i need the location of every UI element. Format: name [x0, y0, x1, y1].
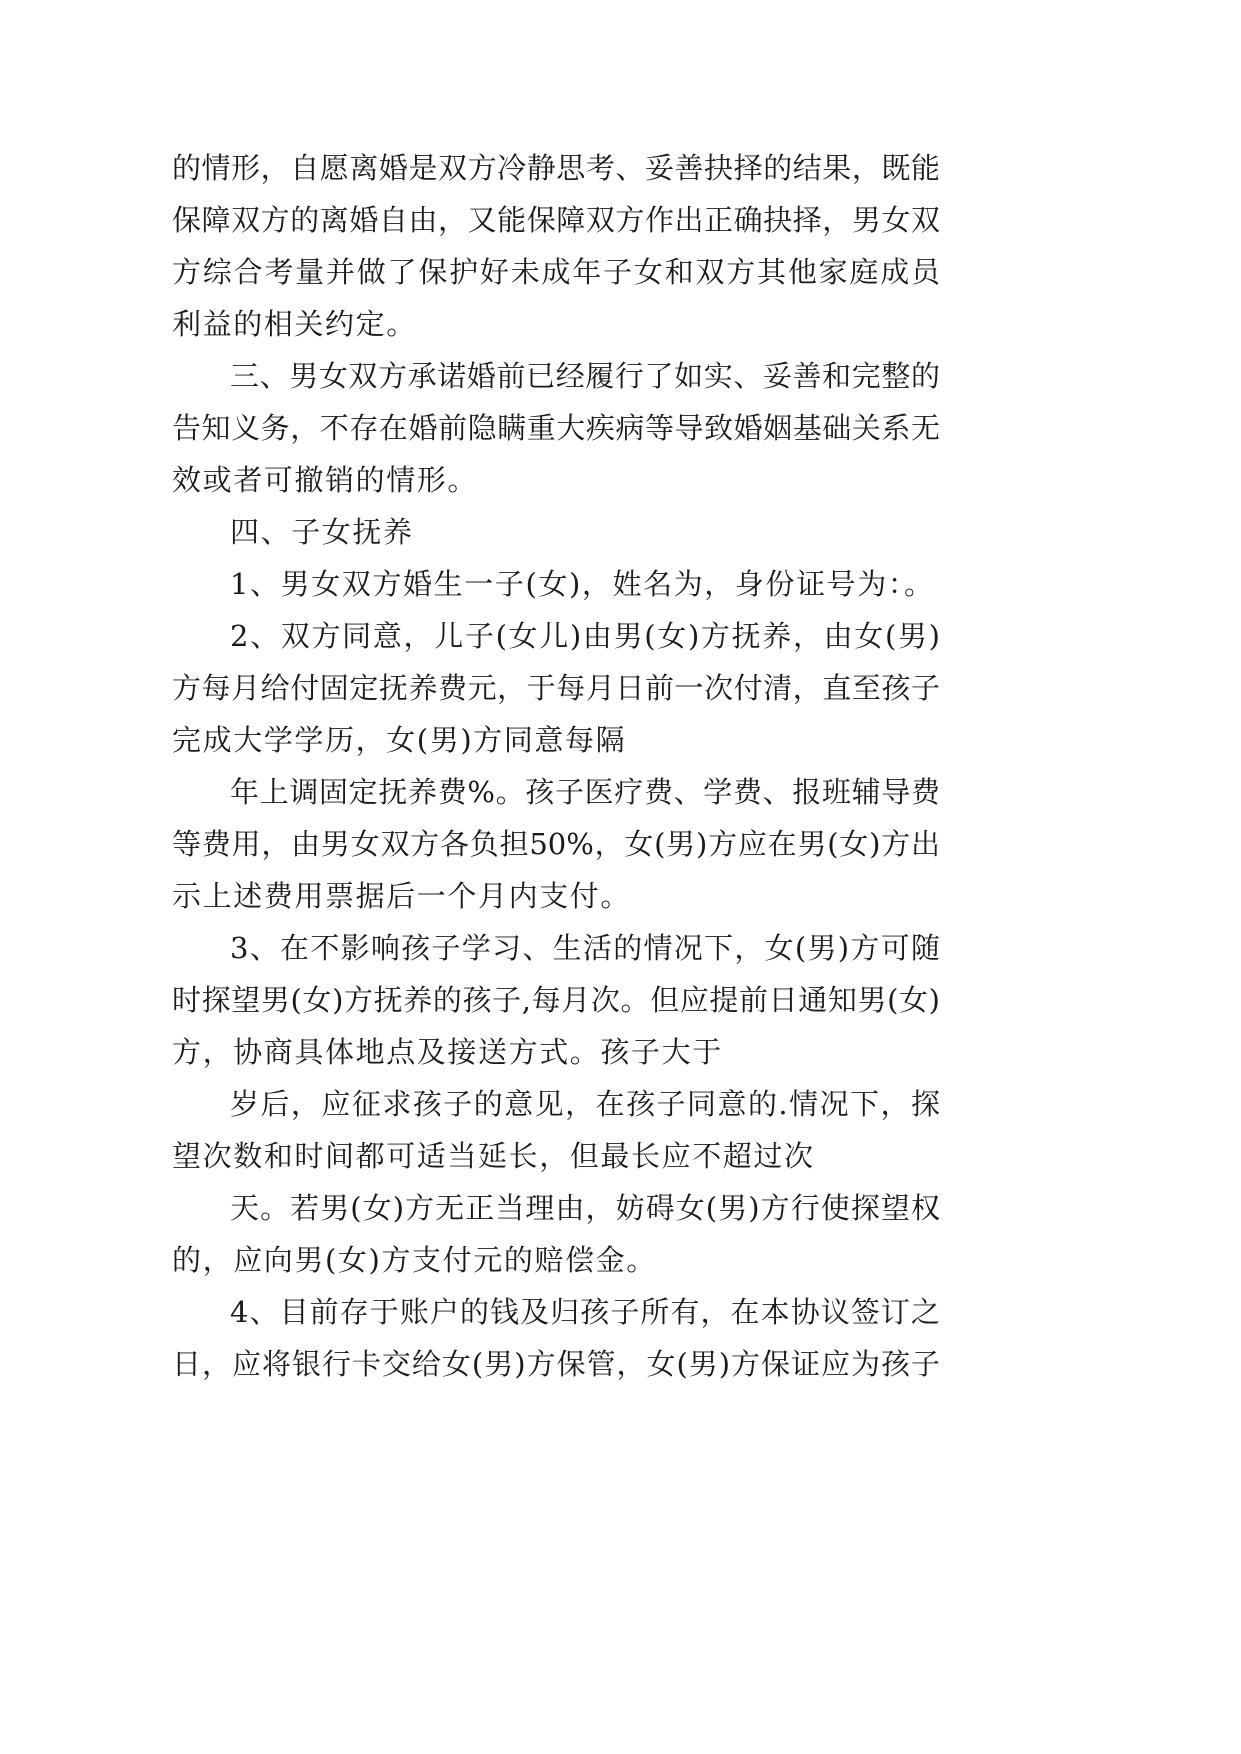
text-line: 效或者可撤销的情形。	[172, 463, 479, 497]
text-line: 等费用，由男女双方各负担50%，女(男)方应在男(女)方出	[172, 827, 940, 861]
paragraph-start-line: 3、在不影响孩子学习、生活的情况下，女(男)方可随	[230, 931, 940, 965]
text-line: 利益的相关约定。	[172, 307, 417, 341]
text-line: 日，应将银行卡交给女(男)方保管，女(男)方保证应为孩子	[172, 1347, 940, 1381]
text-line: 望次数和时间都可适当延长，但最长应不超过次	[172, 1139, 815, 1173]
text-line: 的，应向男(女)方支付元的赔偿金。	[172, 1243, 657, 1277]
paragraph-start-line: 年上调固定抚养费%。孩子医疗费、学费、报班辅导费	[230, 775, 940, 809]
text-line: 时探望男(女)方抚养的孩子,每月次。但应提前日通知男(女)	[172, 983, 940, 1017]
text-line: 方综合考量并做了保护好未成年子女和双方其他家庭成员	[172, 255, 940, 289]
text-line: 示上述费用票据后一个月内支付。	[172, 879, 632, 913]
paragraph-start-line: 1、男女双方婚生一子(女)，姓名为，身份证号为：。	[230, 567, 935, 601]
section-heading: 四、子女抚养	[230, 515, 414, 549]
text-line: 方每月给付固定抚养费元，于每月日前一次付清，直至孩子	[172, 671, 940, 705]
paragraph-start-line: 4、目前存于账户的钱及归孩子所有，在本协议签订之	[230, 1295, 940, 1329]
text-line: 的情形，自愿离婚是双方冷静思考、妥善抉择的结果，既能	[172, 151, 940, 185]
paragraph-start-line: 三、男女双方承诺婚前已经履行了如实、妥善和完整的	[230, 359, 940, 393]
text-line: 保障双方的离婚自由，又能保障双方作出正确抉择，男女双	[172, 203, 940, 237]
paragraph-start-line: 岁后，应征求孩子的意见，在孩子同意的.情况下，探	[230, 1087, 940, 1121]
text-line: 方，协商具体地点及接送方式。孩子大于	[172, 1035, 723, 1069]
document-body	[172, 142, 940, 1390]
paragraph-start-line: 天。若男(女)方无正当理由，妨碍女(男)方行使探望权	[230, 1191, 940, 1225]
text-line: 告知义务，不存在婚前隐瞒重大疾病等导致婚姻基础关系无	[172, 411, 940, 445]
paragraph-start-line: 2、双方同意，儿子(女儿)由男(女)方抚养，由女(男)	[230, 619, 940, 653]
text-line: 完成大学学历，女(男)方同意每隔	[172, 723, 627, 757]
